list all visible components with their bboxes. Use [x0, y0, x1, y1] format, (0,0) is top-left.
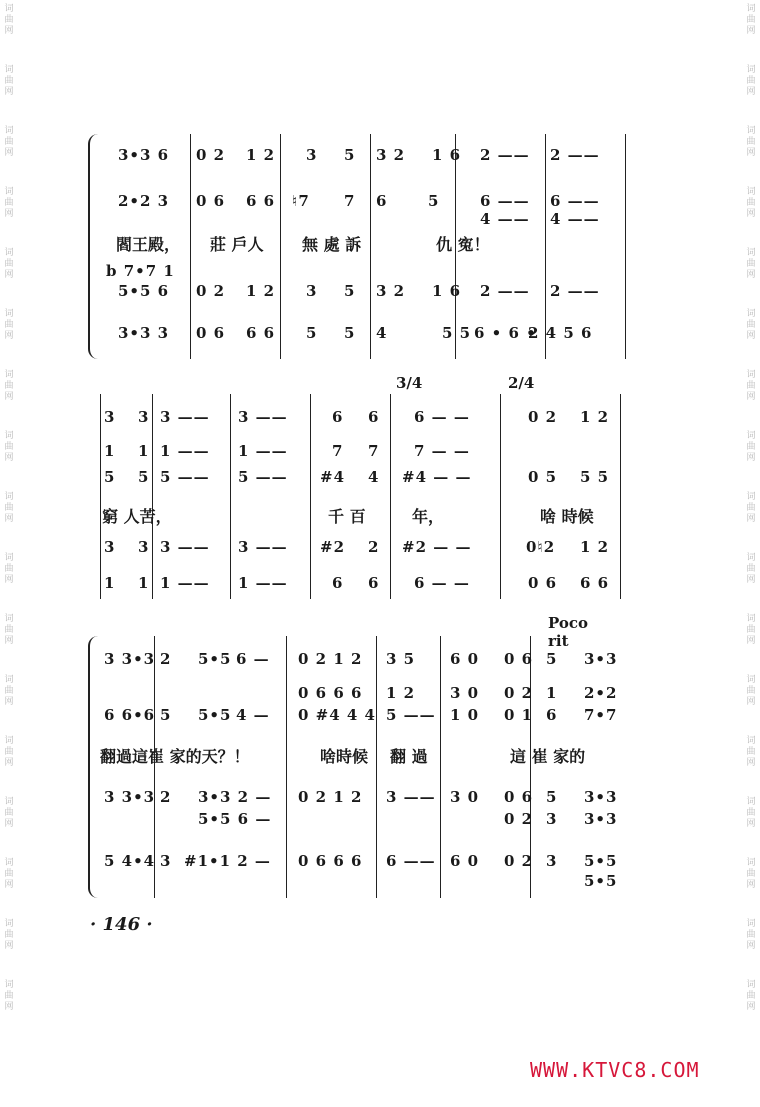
- note-group: 6 ——: [480, 192, 530, 210]
- note-group: 1 ——: [238, 442, 288, 460]
- note-group: 0 2 1 2: [298, 788, 363, 806]
- note-group: 6 6: [246, 324, 276, 342]
- note-group: #1•1 2 —: [184, 852, 271, 870]
- note-group: 6 0: [450, 650, 480, 668]
- note-group: 5: [160, 706, 172, 724]
- lyric-text: 無 處 訴: [302, 235, 362, 254]
- note-group: 0 2: [504, 684, 534, 702]
- note-group: 1: [138, 574, 150, 592]
- watermark-text: 词 曲 网: [746, 980, 756, 1012]
- note-group: 6 ——: [550, 192, 600, 210]
- watermark-text: 词 曲 网: [4, 980, 14, 1012]
- note-group: 6: [376, 192, 388, 210]
- watermark-text: 词 曲 网: [746, 797, 756, 829]
- note-group: 5: [546, 650, 558, 668]
- site-url-watermark: WWW.KTVC8.COM: [530, 1058, 700, 1082]
- watermark-text: 词 曲 网: [4, 431, 14, 463]
- note-group: 1 ——: [160, 442, 210, 460]
- watermark-text: 词 曲 网: [746, 4, 756, 36]
- note-group: 6 — —: [414, 408, 470, 426]
- note-group: 1 6: [432, 282, 462, 300]
- note-group: 3: [546, 852, 558, 870]
- note-group: 6 6: [580, 574, 610, 592]
- watermark-text: 词 曲 网: [746, 614, 756, 646]
- note-group: 6: [332, 574, 344, 592]
- note-group: 1 ——: [160, 574, 210, 592]
- note-group: 6 6•6: [104, 706, 156, 724]
- note-group: #4: [320, 468, 346, 486]
- note-group: 4 —: [236, 706, 270, 724]
- note-group: 7: [344, 192, 356, 210]
- note-group: 0 1: [504, 706, 534, 724]
- note-group: 6 —: [236, 650, 270, 668]
- note-group: 2: [368, 538, 380, 556]
- note-group: 2 ——: [480, 146, 530, 164]
- watermark-text: 词 曲 网: [746, 492, 756, 524]
- note-group: 3 ——: [386, 788, 436, 806]
- note-group: 3•3 6: [118, 146, 170, 164]
- note-group: 5•5: [584, 872, 618, 890]
- watermark-text: 词 曲 网: [4, 919, 14, 951]
- note-group: 6: [368, 408, 380, 426]
- lyric-text: 啥時候: [320, 747, 369, 766]
- note-group: 3: [306, 146, 318, 164]
- watermark-text: 词 曲 网: [746, 248, 756, 280]
- note-group: 3•3 2 —: [198, 788, 272, 806]
- lyric-text: 這 崔 家的: [510, 747, 586, 766]
- note-group: 5: [546, 788, 558, 806]
- watermark-text: 词 曲 网: [746, 431, 756, 463]
- watermark-text: 词 曲 网: [4, 614, 14, 646]
- note-group: 5: [104, 468, 116, 486]
- watermark-text: 词 曲 网: [4, 675, 14, 707]
- note-group: 3: [104, 538, 116, 556]
- watermark-text: 词 曲 网: [746, 65, 756, 97]
- time-signature: 2/4: [508, 374, 535, 392]
- watermark-text: 词 曲 网: [4, 126, 14, 158]
- note-group: 5•5 6: [118, 282, 170, 300]
- note-group: 5: [344, 324, 356, 342]
- note-group: 5: [344, 146, 356, 164]
- note-group: ♮7: [292, 192, 310, 210]
- note-group: 3•3: [584, 650, 618, 668]
- lyric-text: 窮 人苦，: [102, 507, 172, 526]
- note-group: 3: [104, 408, 116, 426]
- watermark-text: 词 曲 网: [4, 4, 14, 36]
- note-group: 1: [104, 442, 116, 460]
- note-group: 0 2: [196, 282, 226, 300]
- watermark-text: 词 曲 网: [746, 309, 756, 341]
- notation-row: [80, 872, 680, 898]
- note-group: 1: [138, 442, 150, 460]
- note-group: 5 ——: [386, 706, 436, 724]
- tempo-marking: Poco rit: [548, 614, 589, 650]
- note-group: 2: [160, 788, 172, 806]
- watermark-text: 词 曲 网: [4, 370, 14, 402]
- note-group: 5 ——: [238, 468, 288, 486]
- note-group: 3 3•3: [104, 788, 156, 806]
- note-group: 3•3: [584, 788, 618, 806]
- note-group: 1 0: [450, 706, 480, 724]
- note-group: 0 6 6 6: [298, 684, 363, 702]
- note-group: 3: [306, 282, 318, 300]
- note-group: 5•5 6 —: [198, 810, 272, 828]
- note-group: 3 3•3: [104, 650, 156, 668]
- note-group: 2: [160, 650, 172, 668]
- note-group: 3 5: [386, 650, 416, 668]
- lyric-text: 閻王殿，: [116, 235, 181, 254]
- lyric-text: 莊 戶人: [210, 235, 264, 254]
- watermark-text: 词 曲 网: [4, 553, 14, 585]
- note-group: 5 ——: [160, 468, 210, 486]
- notation-row: [80, 538, 680, 564]
- notation-row: [80, 650, 680, 676]
- lyric-text: 仇 寃！: [436, 235, 490, 254]
- note-group: 1: [104, 574, 116, 592]
- note-group: 1 2: [580, 538, 610, 556]
- watermark-text: 词 曲 网: [4, 492, 14, 524]
- note-group: 3 2: [376, 146, 406, 164]
- note-group: 6 — —: [414, 574, 470, 592]
- note-group: 1 ——: [238, 574, 288, 592]
- note-group: 5•5: [198, 650, 232, 668]
- note-group: 5 4•4: [104, 852, 156, 870]
- note-group: 5: [428, 192, 440, 210]
- note-group: 0 5: [528, 468, 558, 486]
- note-group: 5•5: [584, 852, 618, 870]
- watermark-text: 词 曲 网: [4, 736, 14, 768]
- notation-row: [80, 810, 680, 836]
- note-group: 3 ——: [160, 408, 210, 426]
- watermark-text: 词 曲 网: [746, 370, 756, 402]
- note-group: 1 2: [246, 146, 276, 164]
- page-number: · 146 ·: [90, 914, 153, 935]
- notation-row: [80, 574, 680, 600]
- note-group: 0 6: [196, 324, 226, 342]
- note-group: 6 0: [450, 852, 480, 870]
- watermark-text: 词 曲 网: [4, 65, 14, 97]
- note-group: 5: [138, 468, 150, 486]
- lyric-row: [80, 504, 680, 530]
- notation-row: [80, 146, 680, 172]
- note-group: 7•7: [584, 706, 618, 724]
- note-group: 2•2: [584, 684, 618, 702]
- note-group: 1: [546, 684, 558, 702]
- note-group: 5: [344, 282, 356, 300]
- watermark-text: 词 曲 网: [4, 187, 14, 219]
- note-group: 2 ——: [480, 282, 530, 300]
- watermark-column-left: [0, 0, 18, 1107]
- watermark-text: 词 曲 网: [746, 675, 756, 707]
- lyric-text: 千 百: [328, 507, 366, 526]
- note-group: 4 ——: [550, 210, 600, 228]
- watermark-text: 词 曲 网: [746, 187, 756, 219]
- note-group: 7: [332, 442, 344, 460]
- note-group: 0♮2: [526, 538, 556, 556]
- note-group: 0 2: [528, 408, 558, 426]
- note-group: 0 2: [504, 810, 534, 828]
- note-group: 4: [376, 324, 388, 342]
- notation-row: [80, 442, 680, 468]
- watermark-text: 词 曲 网: [4, 248, 14, 280]
- note-group: 3 ——: [238, 408, 288, 426]
- note-group: 0 2 1 2: [298, 650, 363, 668]
- note-group: #2 — —: [402, 538, 472, 556]
- watermark-column-right: [742, 0, 760, 1107]
- note-group: 0 6: [504, 788, 534, 806]
- watermark-text: 词 曲 网: [746, 919, 756, 951]
- note-group: 0 2: [196, 146, 226, 164]
- note-group: 3 0: [450, 788, 480, 806]
- lyric-row: [80, 232, 680, 258]
- note-group: #4 — —: [402, 468, 472, 486]
- note-group: 1 6: [432, 146, 462, 164]
- note-group: 0 #4 4 4: [298, 706, 376, 724]
- watermark-text: 词 曲 网: [4, 309, 14, 341]
- watermark-text: 词 曲 网: [4, 858, 14, 890]
- note-group: 0 6: [528, 574, 558, 592]
- note-group: 0 2: [504, 852, 534, 870]
- watermark-text: 词 曲 网: [746, 126, 756, 158]
- note-group: 1 2: [580, 408, 610, 426]
- note-group: 3: [546, 810, 558, 828]
- note-group: 7 — —: [414, 442, 470, 460]
- note-group: 6 6: [246, 192, 276, 210]
- notation-row: [80, 408, 680, 434]
- note-group: 2 ——: [550, 146, 600, 164]
- note-group: 6: [546, 706, 558, 724]
- notation-row: [80, 324, 680, 350]
- note-group: 0 6: [196, 192, 226, 210]
- time-signature: 3/4: [396, 374, 423, 392]
- note-group: 3 ——: [238, 538, 288, 556]
- lyric-text: 年，: [412, 507, 445, 526]
- watermark-text: 词 曲 网: [4, 797, 14, 829]
- lyric-text: 翻 過: [390, 747, 428, 766]
- note-group: 3 2: [376, 282, 406, 300]
- note-group: 2 ——: [550, 282, 600, 300]
- note-group: 3 0: [450, 684, 480, 702]
- note-group: 5•5: [198, 706, 232, 724]
- note-group: 0 6: [504, 650, 534, 668]
- note-group: 3: [138, 408, 150, 426]
- note-group: #2: [320, 538, 346, 556]
- note-group: 3 ——: [160, 538, 210, 556]
- lyric-text: 啥 時候: [540, 507, 594, 526]
- watermark-text: 词 曲 网: [746, 553, 756, 585]
- note-group: 5: [306, 324, 318, 342]
- notation-row: [80, 706, 680, 732]
- note-group: 1 2: [246, 282, 276, 300]
- note-group: 6 ——: [386, 852, 436, 870]
- note-group: 3•3: [584, 810, 618, 828]
- note-group: 6: [368, 574, 380, 592]
- note-group: 4 ——: [480, 210, 530, 228]
- notation-row: [80, 468, 680, 494]
- notation-row: [80, 282, 680, 308]
- note-group: 3: [138, 538, 150, 556]
- lyric-text: 翻過這崔 家的天？！: [100, 747, 250, 766]
- note-group: 6 • 6 •: [474, 324, 537, 342]
- note-group: 5 5: [580, 468, 610, 486]
- note-group: 3•3 3: [118, 324, 170, 342]
- watermark-text: 词 曲 网: [746, 736, 756, 768]
- note-group: 4: [368, 468, 380, 486]
- note-group: 1 2: [386, 684, 416, 702]
- note-group: 5 5: [442, 324, 472, 342]
- note-group: 6: [332, 408, 344, 426]
- lyric-row: [80, 744, 680, 770]
- note-group: 0 6 6 6: [298, 852, 363, 870]
- note-group: b 7•7 1: [106, 262, 175, 280]
- note-group: 2•2 3: [118, 192, 170, 210]
- note-group: 3: [160, 852, 172, 870]
- watermark-text: 词 曲 网: [746, 858, 756, 890]
- note-group: 2 4 5 6: [528, 324, 593, 342]
- note-group: 7: [368, 442, 380, 460]
